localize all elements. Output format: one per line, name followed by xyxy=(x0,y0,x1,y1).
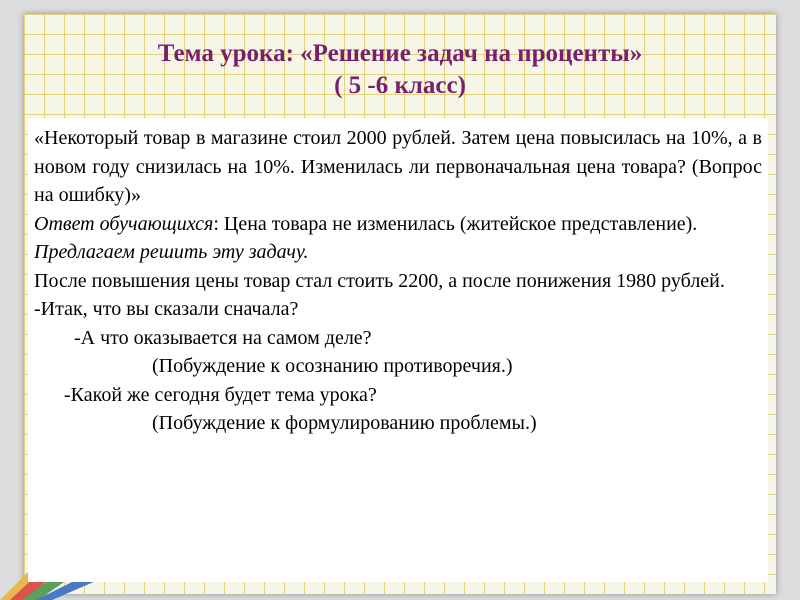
answer-label: Ответ обучающихся xyxy=(34,212,214,235)
title-line-1: Тема урока: «Решение задач на проценты» xyxy=(157,40,643,67)
note-1: (Побуждение к осознанию противоречия.) xyxy=(152,355,513,377)
note-2: (Побуждение к формулированию проблемы.) xyxy=(152,412,537,434)
question-2: -А что оказывается на самом деле? xyxy=(74,326,372,349)
question-1: -Итак, что вы сказали сначала? xyxy=(34,298,299,320)
content-box xyxy=(28,118,768,582)
answer-text: : Цена товара не изменилась (житейское представление). xyxy=(213,212,698,235)
solution-text: После повышения цены товар стал стоить 2200, а после понижения 1980 рублей. xyxy=(34,269,725,292)
answer-paragraph xyxy=(34,210,762,239)
slide-title xyxy=(24,38,776,102)
propose-text: Предлагаем решить эту задачу. xyxy=(34,241,309,263)
question-3: -Какой же сегодня будет тема урока? xyxy=(64,383,377,406)
title-line-2: ( 5 -6 класс) xyxy=(334,72,466,99)
problem-text: «Некоторый товар в магазине стоил 2000 рублей. Затем цена повысилась на 10%, а в новом году снизилась на 10%. Изменилась ли первоначальная цена товара? (Вопрос на ошибку)» xyxy=(34,127,762,206)
